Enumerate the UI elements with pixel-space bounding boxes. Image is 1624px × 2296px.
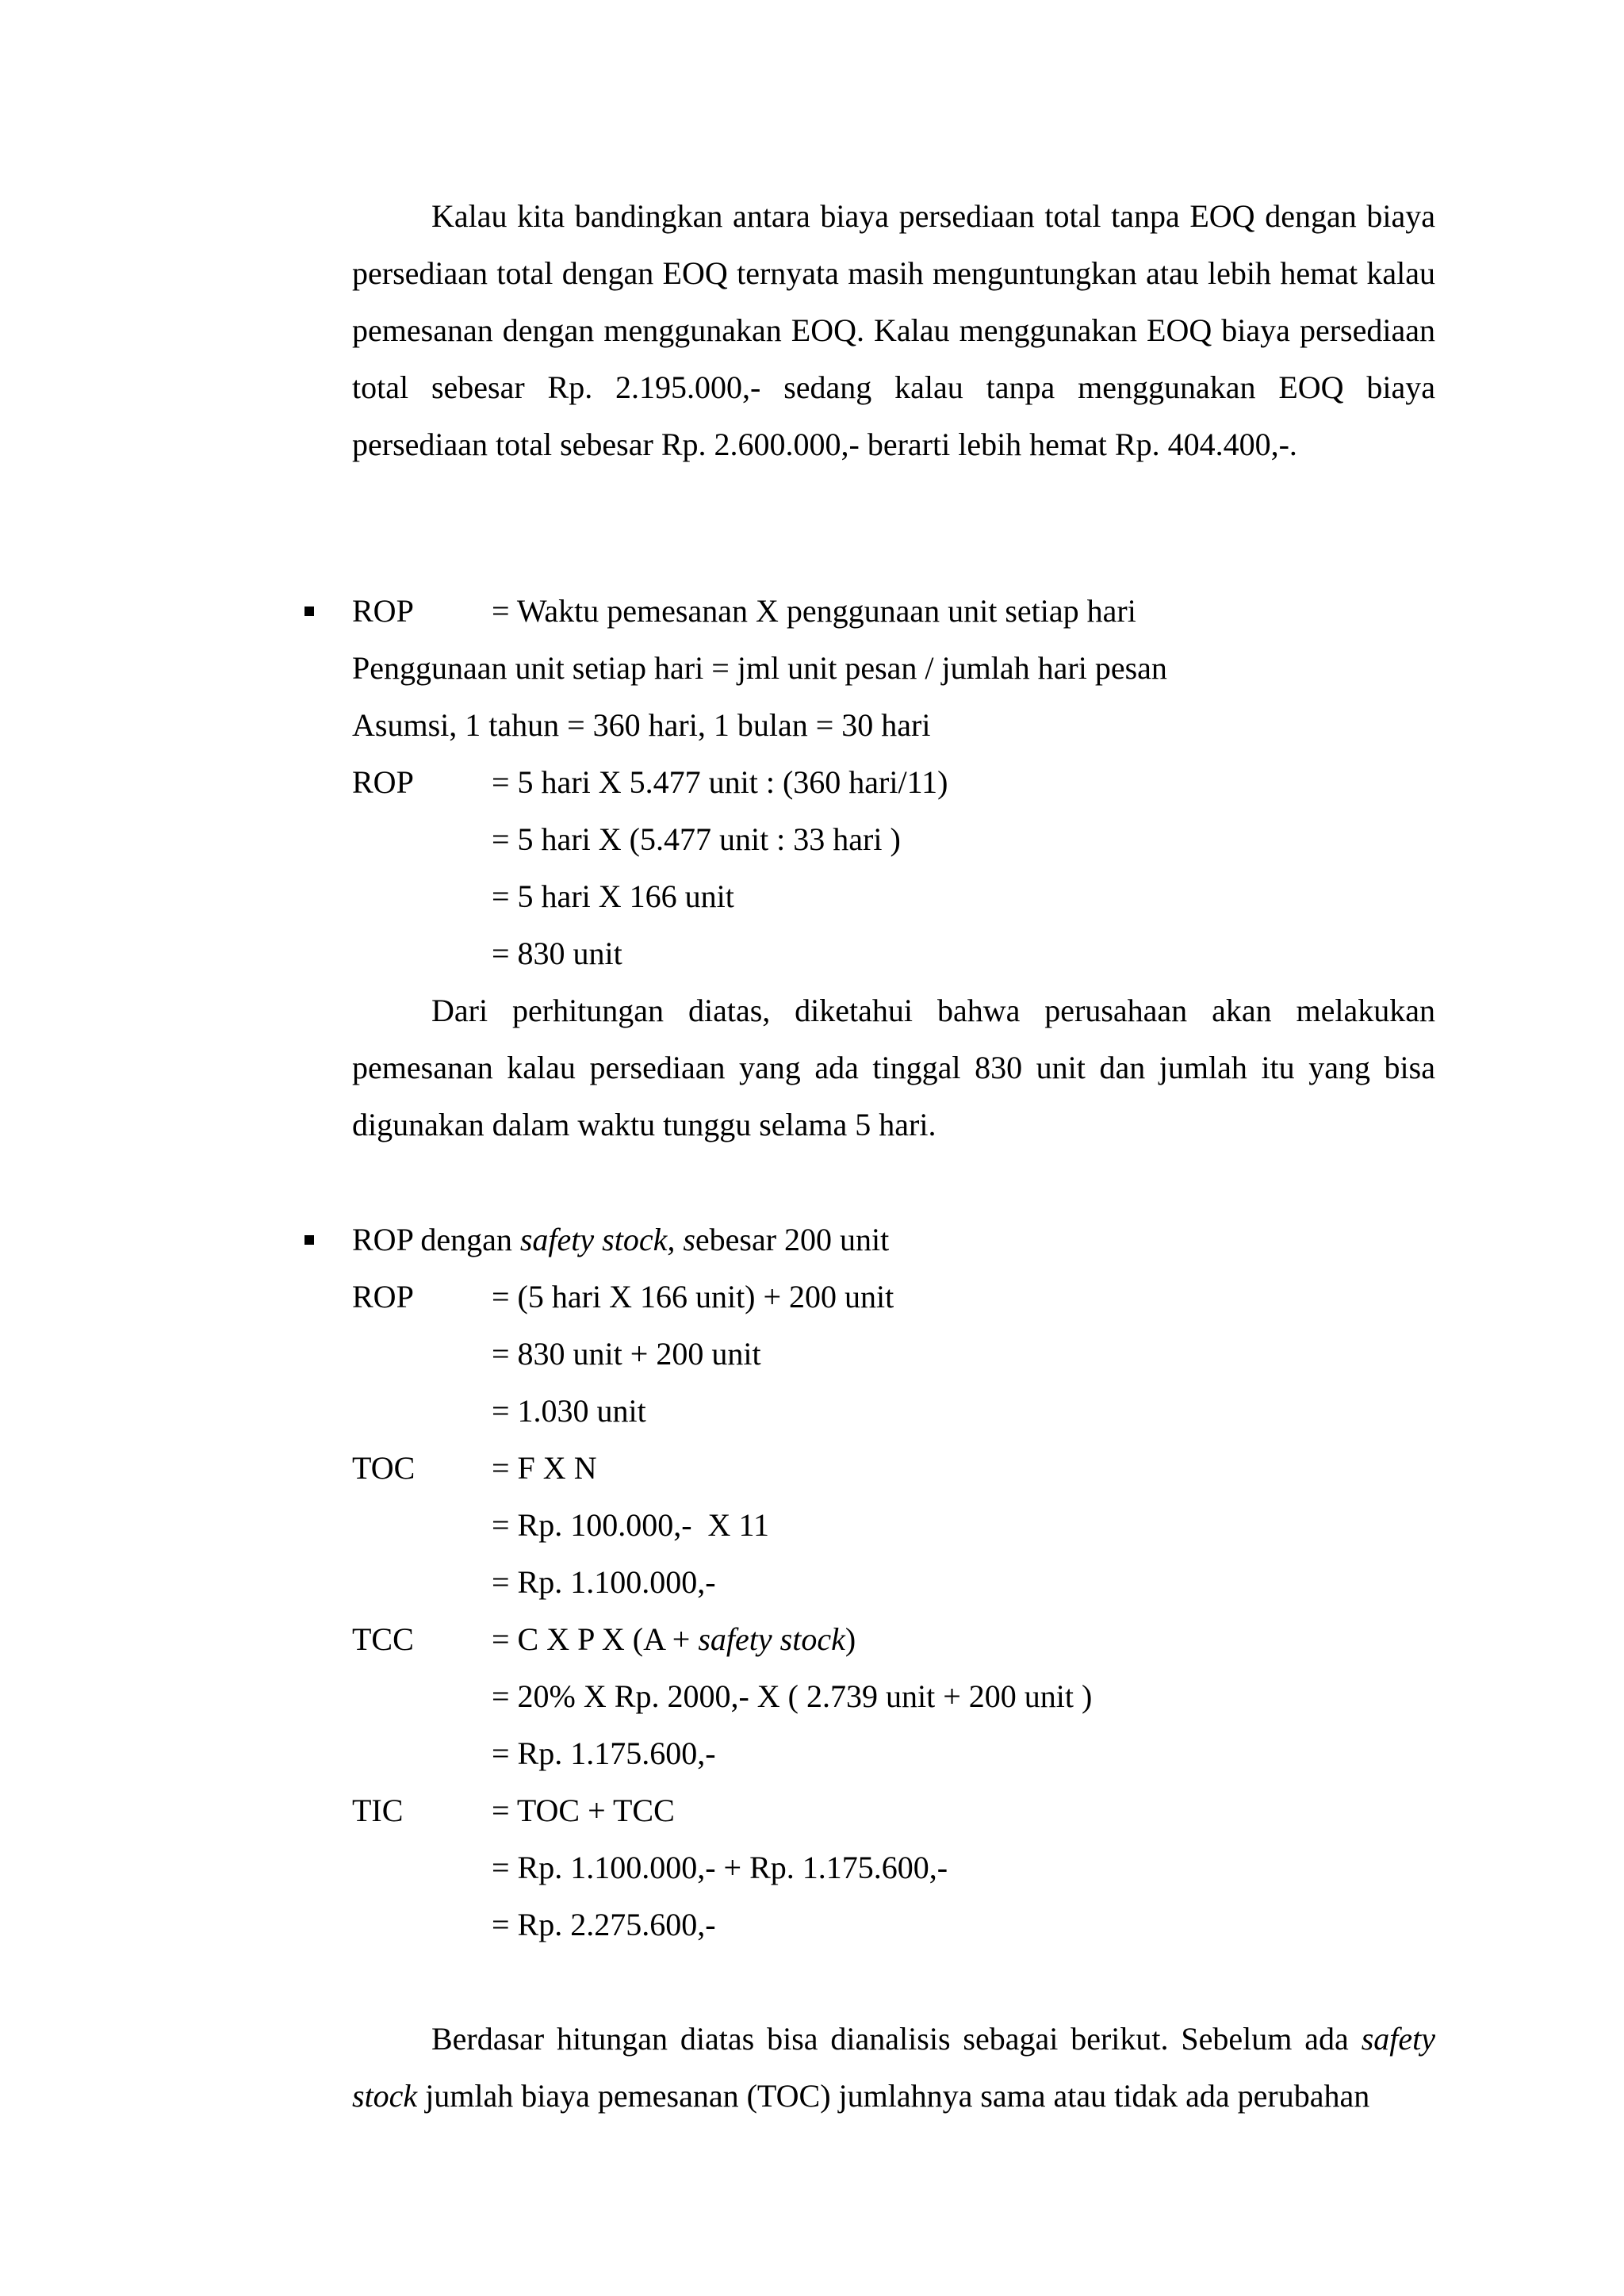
closing-paragraph: [352, 2011, 1435, 2125]
safety-rop-label: ROP: [352, 1279, 414, 1314]
tic-step-1: = TOC + TCC: [492, 1793, 675, 1828]
tcc-step-3: = Rp. 1.175.600,-: [492, 1735, 716, 1771]
rop-calc-step-4: = 830 unit: [492, 936, 622, 971]
safety-heading-italic: safety stock, s: [519, 1222, 695, 1257]
bullet-rop: [304, 607, 314, 616]
tcc-step-1-prefix: = C X P X (A +: [492, 1621, 699, 1657]
safety-heading-suffix: ebesar 200 unit: [695, 1222, 890, 1257]
tic-step-3: = Rp. 2.275.600,-: [492, 1907, 716, 1942]
tcc-step-1: [492, 1611, 856, 1668]
safety-rop-step-1: = (5 hari X 166 unit) + 200 unit: [492, 1279, 894, 1314]
rop-conclusion-text: Dari perhitungan diatas, diketahui bahwa perusahaan akan melakukan pemesanan kalau persediaan yang ada tinggal 830 unit dan jumlah itu yang bisa digunakan dalam waktu tunggu selama 5 hari.: [352, 993, 1435, 1142]
toc-step-2: = Rp. 100.000,- X 11: [492, 1507, 769, 1543]
safety-rop-step-3: = 1.030 unit: [492, 1393, 646, 1429]
closing-part-2: jumlah biaya pemesanan (TOC) jumlahnya sama atau tidak ada perubahan: [417, 2078, 1370, 2114]
rop-calc-step-3: = 5 hari X 166 unit: [492, 878, 734, 914]
bullet-safety-stock: [304, 1235, 314, 1245]
rop-assumption-line: Asumsi, 1 tahun = 360 hari, 1 bulan = 30 hari: [352, 707, 931, 743]
tic-step-2: = Rp. 1.100.000,- + Rp. 1.175.600,-: [492, 1850, 948, 1885]
intro-text: Kalau kita bandingkan antara biaya persediaan total tanpa EOQ dengan biaya persediaan total dengan EOQ ternyata masih menguntungkan atau lebih hemat kalau pemesanan dengan menggunakan EOQ. Kalau menggunakan EOQ biaya persediaan total sebesar Rp. 2.195.000,- sedang kalau tanpa menggunakan EOQ biaya persediaan total sebesar Rp. 2.600.000,- berarti lebih hemat Rp. 404.400,-.: [352, 198, 1435, 462]
toc-step-3: = Rp. 1.100.000,-: [492, 1564, 716, 1600]
tic-label: TIC: [352, 1793, 404, 1828]
toc-step-1: = F X N: [492, 1450, 597, 1486]
rop-usage-line: Penggunaan unit setiap hari = jml unit pesan / jumlah hari pesan: [352, 650, 1167, 686]
rop-definition: = Waktu pemesanan X penggunaan unit setiap hari: [492, 593, 1136, 629]
rop-calc-step-2: = 5 hari X (5.477 unit : 33 hari ): [492, 821, 901, 857]
closing-italic-1: safety stock: [352, 2021, 1435, 2114]
rop-conclusion-paragraph: [352, 982, 1435, 1154]
rop-calc-label: ROP: [352, 764, 414, 800]
intro-paragraph: [352, 188, 1435, 473]
tcc-step-1-italic: safety stock: [698, 1621, 845, 1657]
rop-label: ROP: [352, 593, 414, 629]
rop-calc-step-1: = 5 hari X 5.477 unit : (360 hari/11): [492, 764, 948, 800]
closing-part-1: Berdasar hitungan diatas bisa dianalisis sebagai berikut. Sebelum ada: [431, 2021, 1362, 2057]
safety-rop-step-2: = 830 unit + 200 unit: [492, 1336, 761, 1372]
tcc-step-1-suffix: ): [845, 1621, 856, 1657]
safety-heading-prefix: ROP dengan: [352, 1222, 520, 1257]
tcc-step-2: = 20% X Rp. 2000,- X ( 2.739 unit + 200 unit ): [492, 1678, 1093, 1714]
toc-label: TOC: [352, 1450, 416, 1486]
safety-heading: [352, 1211, 889, 1269]
tcc-label: TCC: [352, 1621, 414, 1657]
